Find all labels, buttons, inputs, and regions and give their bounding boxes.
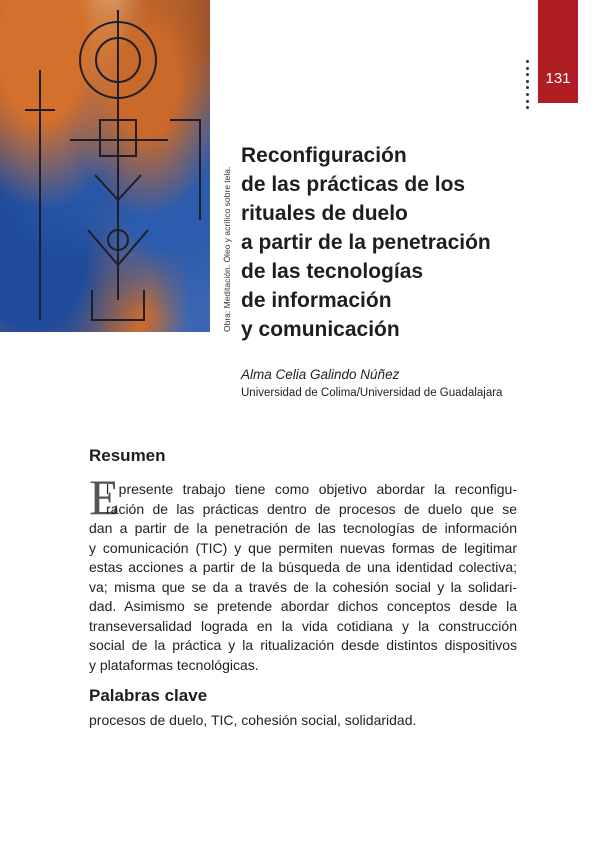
dotted-divider	[526, 60, 530, 109]
abstract-line: y comunicación (TIC) y que permiten nuevas formas de legitimar	[89, 539, 517, 556]
abstract-line: ración de las prácticas dentro de procesos de duelo que se	[106, 500, 517, 517]
abstract-line: l presente trabajo tiene como objetivo abordar la reconfigu-	[106, 481, 517, 497]
cover-artwork	[0, 0, 210, 332]
artwork-caption: Obra: Meditación. Óleo y acrílico sobre tela.	[222, 166, 232, 332]
title-line: Reconfiguración	[241, 144, 407, 167]
abstract-body	[89, 480, 517, 675]
artwork-symbols	[0, 0, 210, 332]
abstract-line: social de la práctica y la ritualización desde distintos dispositivos	[89, 637, 517, 653]
drop-cap: E	[89, 469, 120, 525]
page-number: 131	[545, 70, 571, 87]
title-line: a partir de la penetración	[241, 231, 491, 254]
title-line: y comunicación	[241, 318, 400, 341]
abstract-line: dad. Asimismo se pretende abordar dichos conceptos desde la	[89, 598, 517, 614]
title-line: rituales de duelo	[241, 202, 408, 225]
title-line: de información	[241, 289, 392, 312]
author-affiliation: Universidad de Colima/Universidad de Guadalajara	[241, 387, 503, 399]
keywords-text: procesos de duelo, TIC, cohesión social, solidaridad.	[89, 712, 417, 728]
abstract-line: y plataformas tecnológicas.	[89, 656, 259, 673]
abstract-line: va; misma que se da a través de la cohesión social y la solidari-	[89, 578, 517, 595]
page-tab	[538, 0, 578, 103]
author-name: Alma Celia Galindo Núñez	[241, 367, 400, 382]
abstract-line: dan a partir de la penetración de las tecnologías de información	[89, 520, 517, 536]
keywords-heading: Palabras clave	[89, 686, 208, 705]
article-title	[241, 141, 526, 344]
abstract-heading: Resumen	[89, 446, 166, 465]
title-line: de las tecnologías	[241, 260, 424, 283]
title-line: de las prácticas de los	[241, 173, 466, 196]
abstract-line: transeversalidad lograda en la vida cotidiana y la construcción	[89, 617, 517, 634]
abstract-line: estas acciones a partir de la búsqueda de una identidad colectiva;	[89, 559, 517, 575]
